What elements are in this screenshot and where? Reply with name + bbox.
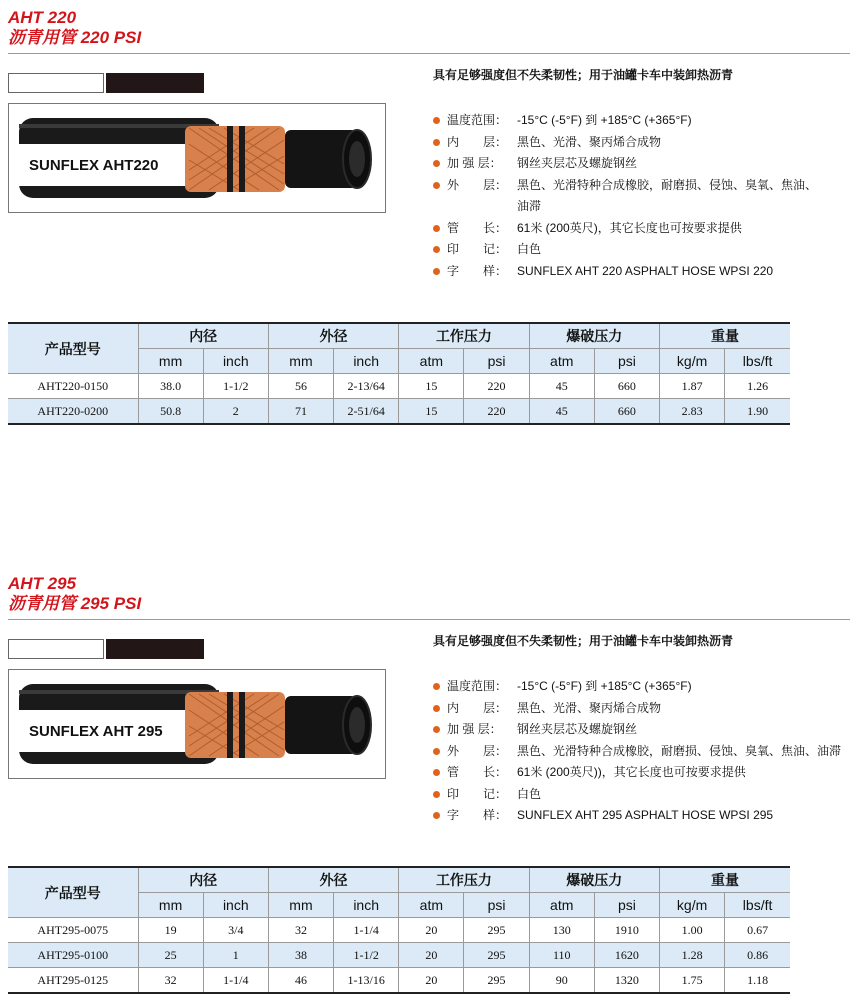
table-cell: 1.28 — [660, 943, 725, 968]
unit-header: psi — [464, 893, 529, 918]
unit-header: inch — [203, 349, 268, 374]
bullet-icon — [433, 812, 440, 819]
spec-label: 温度范围： — [447, 113, 508, 127]
product-title-code: AHT 295 — [8, 574, 77, 593]
spec-value: 油滞 — [517, 199, 542, 213]
table-cell: 20 — [399, 968, 464, 994]
spec-label: 字 样： — [447, 263, 508, 278]
spec-value: 钢丝夹层芯及螺旋钢丝 — [517, 722, 638, 736]
hose-print-text: SUNFLEX AHT 295 — [29, 723, 163, 740]
spec-label: 管 长： — [447, 220, 508, 235]
table-cell: 3/4 — [203, 918, 268, 943]
spec-item — [433, 153, 853, 175]
group-header: 外径 — [268, 867, 398, 893]
spec-label: 外 层： — [447, 177, 508, 192]
group-header: 外径 — [268, 323, 398, 349]
table-cell: 220 — [464, 399, 529, 425]
spec-value: 61米 (200英尺))，其它长度也可按要求提供 — [517, 765, 746, 779]
group-header: 爆破压力 — [529, 867, 659, 893]
table-cell: 1.87 — [660, 374, 725, 399]
spec-label: 加 强 层： — [447, 156, 502, 170]
table-row — [8, 968, 790, 994]
color-swatch-white — [8, 73, 104, 93]
bullet-icon — [433, 683, 440, 690]
table-cell: 295 — [464, 918, 529, 943]
table-cell: 38.0 — [138, 374, 203, 399]
spec-item — [433, 218, 853, 240]
table-cell: 38 — [268, 943, 333, 968]
hose-print-text: SUNFLEX AHT220 — [29, 157, 159, 174]
table-cell: 295 — [464, 943, 529, 968]
spec-list — [433, 110, 853, 282]
title-divider — [8, 619, 850, 620]
unit-header: kg/m — [660, 349, 725, 374]
bullet-icon — [433, 246, 440, 253]
unit-header: psi — [464, 349, 529, 374]
table-cell: 1910 — [594, 918, 659, 943]
table-cell: 660 — [594, 374, 659, 399]
model-header: 产品型号 — [8, 867, 138, 918]
spec-value: SUNFLEX AHT 295 ASPHALT HOSE WPSI 295 — [517, 808, 774, 822]
table-cell: 15 — [399, 374, 464, 399]
unit-header: atm — [529, 893, 594, 918]
unit-header: mm — [268, 893, 333, 918]
spec-item — [433, 676, 853, 698]
table-cell: 19 — [138, 918, 203, 943]
table-cell: AHT295-0100 — [8, 943, 138, 968]
table-cell: 1-1/4 — [334, 918, 399, 943]
table-cell: AHT220-0200 — [8, 399, 138, 425]
group-header: 内径 — [138, 323, 268, 349]
table-cell: 1.26 — [725, 374, 790, 399]
spec-value: 白色 — [517, 242, 542, 256]
spec-label: 印 记： — [447, 786, 508, 801]
product-title-name: 沥青用管 220 PSI — [8, 28, 142, 47]
spec-item — [433, 175, 853, 218]
table-cell: 1620 — [594, 943, 659, 968]
hose-image — [8, 669, 386, 779]
bullet-icon — [433, 748, 440, 755]
spec-value: 61米 (200英尺)，其它长度也可按要求提供 — [517, 220, 742, 235]
group-header: 重量 — [660, 867, 791, 893]
unit-header: mm — [268, 349, 333, 374]
model-header: 产品型号 — [8, 323, 138, 374]
unit-header: kg/m — [660, 893, 725, 918]
spec-value: SUNFLEX AHT 220 ASPHALT HOSE WPSI 220 — [517, 263, 774, 278]
spec-list — [433, 676, 853, 827]
spec-item — [433, 261, 853, 283]
table-cell: 90 — [529, 968, 594, 994]
color-swatch-white — [8, 639, 104, 659]
table-cell: 2.83 — [660, 399, 725, 425]
bullet-icon — [433, 726, 440, 733]
spec-item — [433, 239, 853, 261]
product-title-name: 沥青用管 295 PSI — [8, 594, 142, 613]
spec-value: 黑色、光滑、聚丙烯合成物 — [517, 134, 662, 149]
bullet-icon — [433, 769, 440, 776]
bullet-icon — [433, 225, 440, 232]
table-cell: 2-13/64 — [334, 374, 399, 399]
group-header: 工作压力 — [399, 323, 529, 349]
table-cell: 71 — [268, 399, 333, 425]
spec-label: 外 层： — [447, 743, 508, 758]
spec-item — [433, 784, 853, 806]
table-cell: AHT220-0150 — [8, 374, 138, 399]
spec-label: 印 记： — [447, 242, 508, 256]
spec-item — [433, 741, 853, 763]
table-cell: AHT295-0075 — [8, 918, 138, 943]
table-cell: 1.75 — [660, 968, 725, 994]
table-cell: 2-51/64 — [334, 399, 399, 425]
table-cell: 1-13/16 — [334, 968, 399, 994]
bullet-icon — [433, 117, 440, 124]
bullet-icon — [433, 160, 440, 167]
table-cell: 32 — [268, 918, 333, 943]
product-tagline: 具有足够强度但不失柔韧性；用于油罐卡车中装卸热沥青 — [433, 634, 734, 648]
table-cell: 25 — [138, 943, 203, 968]
table-cell: 45 — [529, 399, 594, 425]
table-cell: 220 — [464, 374, 529, 399]
table-cell: 50.8 — [138, 399, 203, 425]
table-cell: 46 — [268, 968, 333, 994]
spec-value: 黑色、光滑、聚丙烯合成物 — [517, 700, 662, 715]
table-cell: 0.67 — [725, 918, 790, 943]
table-cell: 32 — [138, 968, 203, 994]
hose-image — [8, 103, 386, 213]
table-cell: 45 — [529, 374, 594, 399]
color-swatch-black — [106, 73, 204, 93]
table-cell: 1-1/2 — [334, 943, 399, 968]
spec-item — [433, 698, 853, 720]
spec-item — [433, 110, 853, 132]
bullet-icon — [433, 268, 440, 275]
spec-item — [433, 805, 853, 827]
bullet-icon — [433, 791, 440, 798]
spec-value: 白色 — [517, 786, 542, 801]
table-cell: 1.00 — [660, 918, 725, 943]
unit-header: inch — [334, 893, 399, 918]
table-cell: 20 — [399, 918, 464, 943]
title-divider — [8, 53, 850, 54]
table-row — [8, 374, 790, 399]
unit-header: psi — [594, 349, 659, 374]
table-cell: 15 — [399, 399, 464, 425]
table-cell: 1.18 — [725, 968, 790, 994]
table-cell: 56 — [268, 374, 333, 399]
spec-value: -15°C (-5°F) 到 +185°C (+365°F) — [517, 113, 692, 127]
unit-header: psi — [594, 893, 659, 918]
table-cell: 2 — [203, 399, 268, 425]
table-row — [8, 918, 790, 943]
spec-label: 内 层： — [447, 134, 508, 149]
unit-header: inch — [203, 893, 268, 918]
table-cell: 1-1/4 — [203, 968, 268, 994]
spec-table — [8, 322, 790, 425]
spec-value: 黑色、光滑特种合成橡胶，耐磨损、侵蚀、臭氧、焦油、油滞 — [517, 743, 842, 758]
table-cell: 1.90 — [725, 399, 790, 425]
spec-label: 加 强 层： — [447, 722, 502, 736]
spec-item — [433, 132, 853, 154]
group-header: 内径 — [138, 867, 268, 893]
unit-header: mm — [138, 893, 203, 918]
spec-label: 温度范围： — [447, 679, 508, 693]
bullet-icon — [433, 182, 440, 189]
spec-value: 钢丝夹层芯及螺旋钢丝 — [517, 156, 638, 170]
bullet-icon — [433, 139, 440, 146]
spec-item — [433, 762, 853, 784]
table-row — [8, 399, 790, 425]
table-cell: 1320 — [594, 968, 659, 994]
group-header: 重量 — [660, 323, 791, 349]
unit-header: atm — [399, 893, 464, 918]
group-header: 工作压力 — [399, 867, 529, 893]
spec-label: 字 样： — [447, 808, 508, 822]
table-cell: 110 — [529, 943, 594, 968]
table-cell: 20 — [399, 943, 464, 968]
group-header: 爆破压力 — [529, 323, 659, 349]
table-cell: AHT295-0125 — [8, 968, 138, 994]
spec-value: -15°C (-5°F) 到 +185°C (+365°F) — [517, 679, 692, 693]
table-cell: 295 — [464, 968, 529, 994]
spec-table — [8, 866, 790, 994]
unit-header: lbs/ft — [725, 893, 790, 918]
unit-header: inch — [334, 349, 399, 374]
unit-header: mm — [138, 349, 203, 374]
table-cell: 130 — [529, 918, 594, 943]
unit-header: lbs/ft — [725, 349, 790, 374]
table-cell: 1-1/2 — [203, 374, 268, 399]
unit-header: atm — [529, 349, 594, 374]
spec-item — [433, 719, 853, 741]
spec-label: 管 长： — [447, 765, 508, 779]
product-tagline: 具有足够强度但不失柔韧性；用于油罐卡车中装卸热沥青 — [433, 68, 734, 82]
product-title-code: AHT 220 — [8, 8, 77, 27]
bullet-icon — [433, 705, 440, 712]
spec-value: 黑色、光滑特种合成橡胶，耐磨损、侵蚀、臭氧、焦油、 — [517, 177, 818, 192]
table-cell: 1 — [203, 943, 268, 968]
spec-label: 内 层： — [447, 700, 508, 715]
table-cell: 0.86 — [725, 943, 790, 968]
color-swatch-black — [106, 639, 204, 659]
table-row — [8, 943, 790, 968]
unit-header: atm — [399, 349, 464, 374]
table-cell: 660 — [594, 399, 659, 425]
